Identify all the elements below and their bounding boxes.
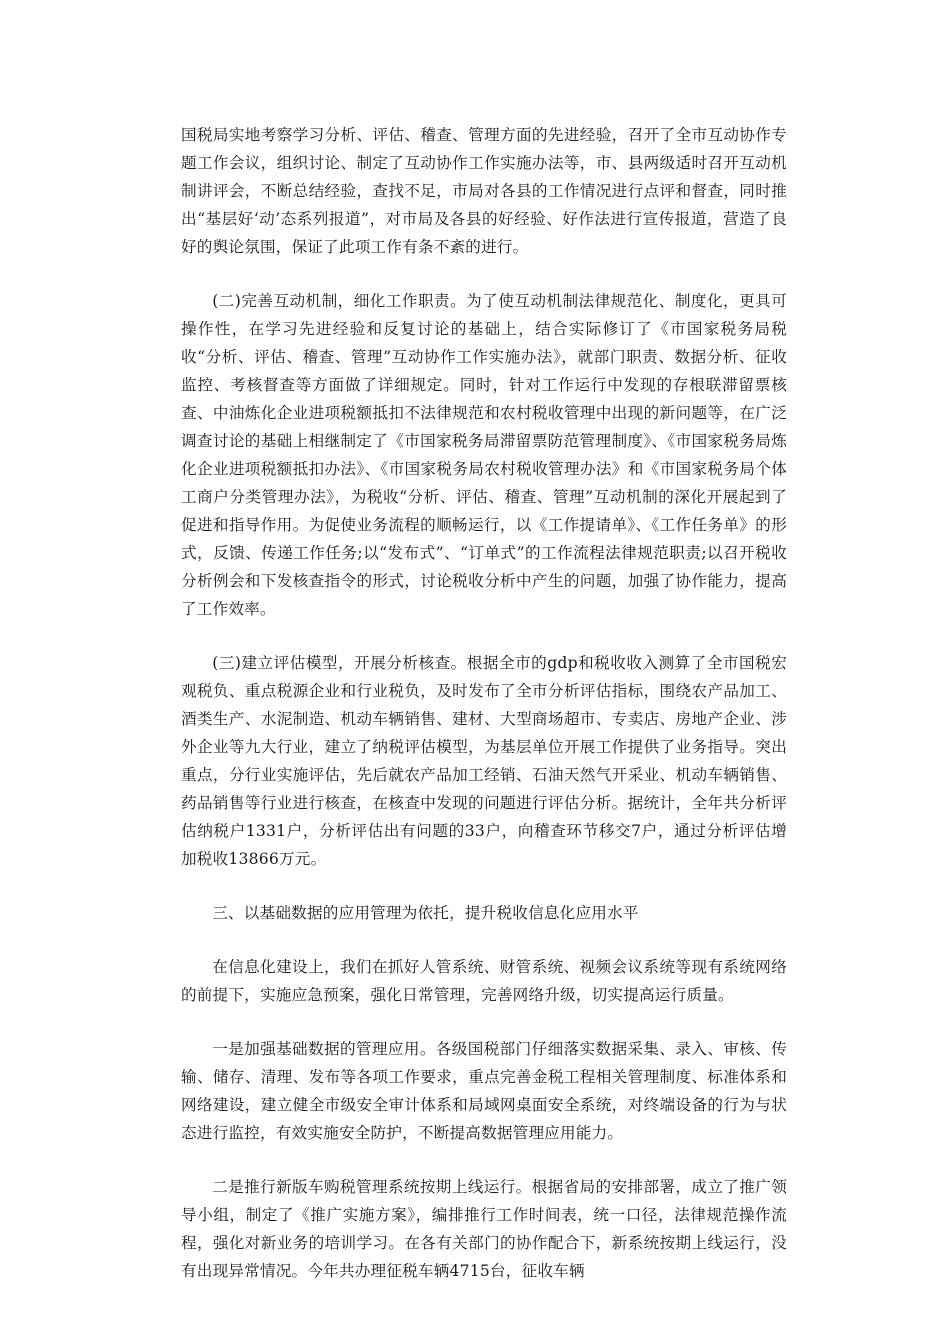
- paragraph-5: 一是加强基础数据的管理应用。各级国税部门仔细落实数据采集、录入、审核、传输、储存、清理、发布等各项工作要求，重点完善金税工程相关管理制度、标准体系和网络建设，建立健全市级安全审计体系和局域网桌面安全系统，对终端设备的行为与状态进行监控，有效实施安全防护，不断提高数据管理应用能力。: [181, 1040, 787, 1142]
- section-heading: 三、以基础数据的应用管理为依托，提升税收信息化应用水平: [212, 904, 639, 922]
- paragraph-2: (二)完善互动机制，细化工作职责。为了使互动机制法律规范化、制度化，更具可操作性，在学习先进经验和反复讨论的基础上，结合实际修订了《市国家税务局税收“分析、评估、稽查、管理”互动协作工作实施办法》，就部门职责、数据分析、征收监控、考核督查等方面做了详细规定。同时，针对工作运行中发现的存根联滞留票核查、中油炼化企业进项税额抵扣不法律规范和农村税收管理中出现的新问题等，在广泛调查讨论的基础上相继制定了《市国家税务局滞留票防范管理制度》、《市国家税务局炼化企业进项税额抵扣办法》、《市国家税务局农村税收管理办法》和《市国家税务局个体工商户分类管理办法》，为税收“分析、评估、稽查、管理”互动机制的深化开展起到了促进和指导作用。为促使业务流程的顺畅运行，以《工作提请单》、《工作任务单》的形式，反馈、传递工作任务;以“发布式”、“订单式”的工作流程法律规范职责;以召开税收分析例会和下发核查指令的形式，讨论税收分析中产生的问题，加强了协作能力，提高了工作效率。: [181, 292, 787, 618]
- paragraph-1: 国税局实地考察学习分析、评估、稽查、管理方面的先进经验，召开了全市互动协作专题工作会议，组织讨论、制定了互动协作工作实施办法等，市、县两级适时召开互动机制讲评会，不断总结经验，查找不足，市局对各县的工作情况进行点评和督查，同时推出“基层好‘动’态系列报道”，对市局及各县的好经验、好作法进行宣传报道，营造了良好的舆论氛围，保证了此项工作有条不紊的进行。: [181, 126, 787, 256]
- paragraph-6: 二是推行新版车购税管理系统按期上线运行。根据省局的安排部署，成立了推广领导小组，制定了《推广实施方案》，编排推行工作时间表，统一口径，法律规范操作流程，强化对新业务的培训学习。在各有关部门的协作配合下，新系统按期上线运行，没有出现异常情况。今年共办理征税车辆4715台，征收车辆: [181, 1178, 787, 1280]
- document-body: [181, 121, 787, 1311]
- paragraph-3: (三)建立评估模型，开展分析核查。根据全市的gdp和税收收入测算了全市国税宏观税负、重点税源企业和行业税负，及时发布了全市分析评估指标，围绕农产品加工、酒类生产、水泥制造、机动车辆销售、建材、大型商场超市、专卖店、房地产企业、涉外企业等九大行业，建立了纳税评估模型，为基层单位开展工作提供了业务指导。突出重点，分行业实施评估，先后就农产品加工经销、石油天然气开采业、机动车辆销售、药品销售等行业进行核查，在核查中发现的问题进行评估分析。据统计，全年共分析评估纳税户1331户，分析评估出有问题的33户，向稽查环节移交7户，通过分析评估增加税收13866万元。: [181, 654, 787, 868]
- paragraph-4: 在信息化建设上，我们在抓好人管系统、财管系统、视频会议系统等现有系统网络的前提下，实施应急预案，强化日常管理，完善网络升级，切实提高运行质量。: [181, 958, 787, 1004]
